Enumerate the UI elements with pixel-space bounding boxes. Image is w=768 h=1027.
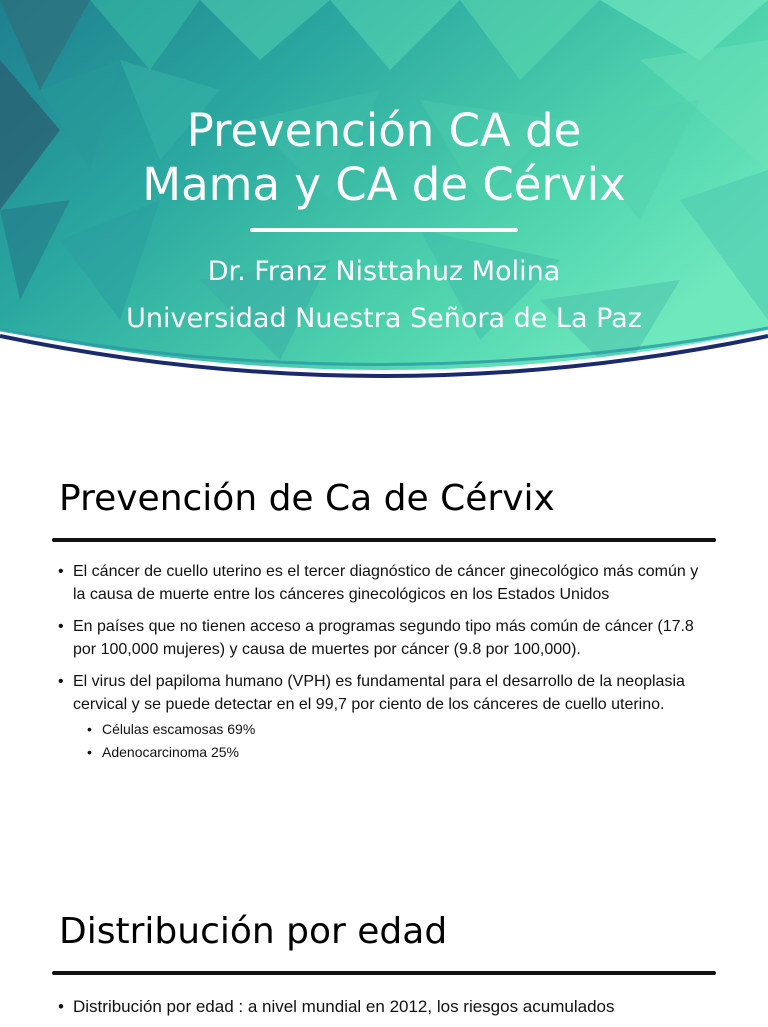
bullet-item: • Distribución por edad : a nivel mundial en 2012, los riesgos acumulados [56, 995, 706, 1018]
title-line-2: Mama y CA de Cérvix [142, 158, 626, 211]
cervix-slide-title: Prevención de Ca de Cérvix [59, 478, 555, 519]
sub-bullet-item: • Adenocarcinoma 25% [56, 742, 706, 762]
cervix-title-rule [52, 538, 716, 542]
title-underline [250, 228, 518, 232]
cervix-bullet-list [56, 560, 706, 771]
age-slide-title: Distribución por edad [59, 911, 448, 952]
title-slide [0, 0, 768, 395]
bullet-item: • El cáncer de cuello uterino es el tercer diagnóstico de cáncer ginecológico más común y la causa de muerte entre los cánceres ginecológicos en los Estados Unidos [56, 560, 706, 606]
sub-bullet-item: • Células escamosas 69% [56, 719, 706, 739]
author-name: Dr. Franz Nisttahuz Molina [207, 256, 561, 287]
title-line-1: Prevención CA de [186, 104, 582, 157]
bullet-item: • El virus del papiloma humano (VPH) es fundamental para el desarrollo de la neoplasia cervical y se puede detectar en el 99,7 por ciento de los cánceres de cuello uterino. [56, 670, 706, 716]
age-bullet-list [56, 995, 706, 1027]
bullet-item: • En países que no tienen acceso a programas segundo tipo más común de cáncer (17.8 por 100,000 mujeres) y causa de muertes por cáncer (9.8 por 100,000). [56, 615, 706, 661]
institution-name: Universidad Nuestra Señora de La Paz [126, 303, 642, 334]
presentation-title [0, 104, 768, 212]
age-title-rule [52, 971, 716, 975]
